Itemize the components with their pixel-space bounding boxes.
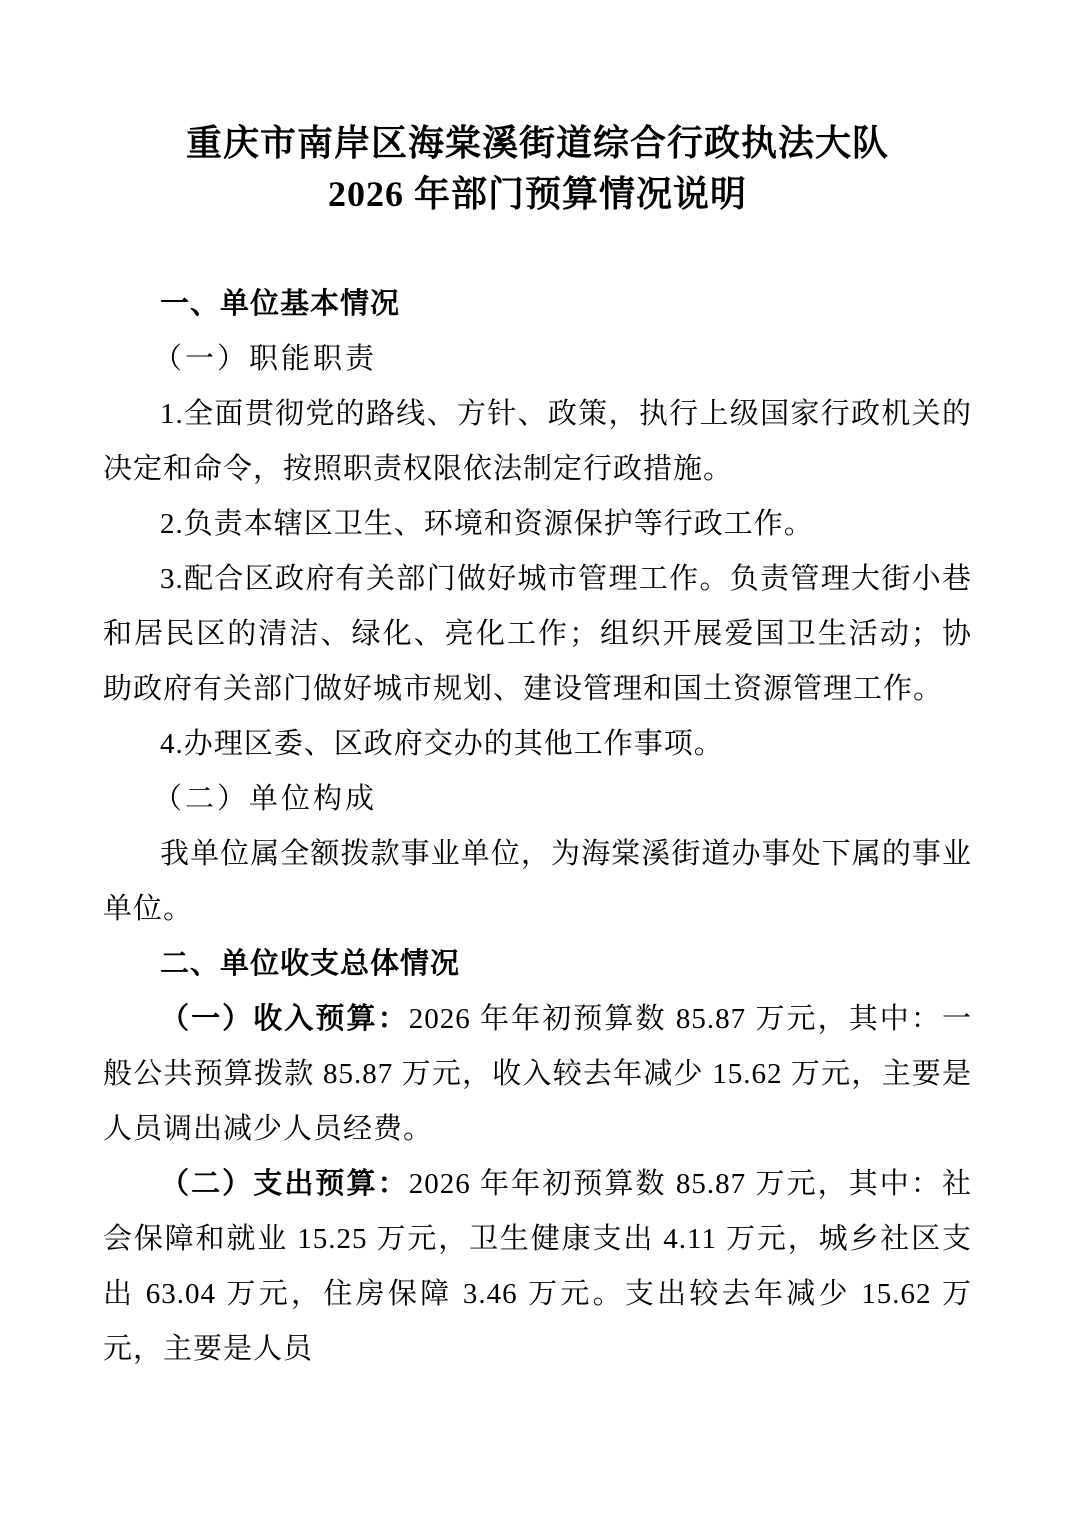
income-budget-text: 2026 年年初预算数 85.87 万元，其中：一般公共预算拨款 85.87 万元，收入较去年减少 15.62 万元，主要是人员调出减少人员经费。 [103,1003,972,1145]
expense-budget-label: （二）支出预算： [160,1168,409,1200]
title-line-1: 重庆市南岸区海棠溪街道综合行政执法大队 [185,123,889,163]
duty-item-3: 3.配合区政府有关部门做好城市管理工作。负责管理大街小巷和居民区的清洁、绿化、亮化工作；组织开展爱国卫生活动；协助政府有关部门做好城市规划、建设管理和国土资源管理工作。 [103,563,972,705]
document-content [103,118,972,1377]
duty-item-2: 2.负责本辖区卫生、环境和资源保护等行政工作。 [160,508,814,540]
income-budget-paragraph [103,992,972,1157]
section-1-heading: 一、单位基本情况 [160,288,401,320]
income-budget-label: （一）收入预算： [160,1003,409,1035]
title-line-2: 2026 年部门预算情况说明 [327,174,747,214]
section-1-subheading-duties: （一）职能职责 [153,343,378,375]
duty-item-1: 1.全面贯彻党的路线、方针、政策，执行上级国家行政机关的决定和命令，按照职责权限依法制定行政措施。 [103,398,972,485]
unit-composition-paragraph: 我单位属全额拨款事业单位，为海棠溪街道办事处下属的事业单位。 [103,838,972,925]
duty-item-4: 4.办理区委、区政府交办的其他工作事项。 [160,728,724,760]
section-1-subheading-composition: （二）单位构成 [153,783,378,815]
expense-budget-paragraph [103,1157,972,1377]
section-2-heading: 二、单位收支总体情况 [160,948,461,980]
expense-budget-text: 2026 年年初预算数 85.87 万元，其中：社会保障和就业 15.25 万元，卫生健康支出 4.11 万元，城乡社区支出 63.04 万元，住房保障 3.46 万元。支出较去年减少 15.62 万元，主要是人员 [103,1168,972,1365]
document-title [103,118,972,220]
